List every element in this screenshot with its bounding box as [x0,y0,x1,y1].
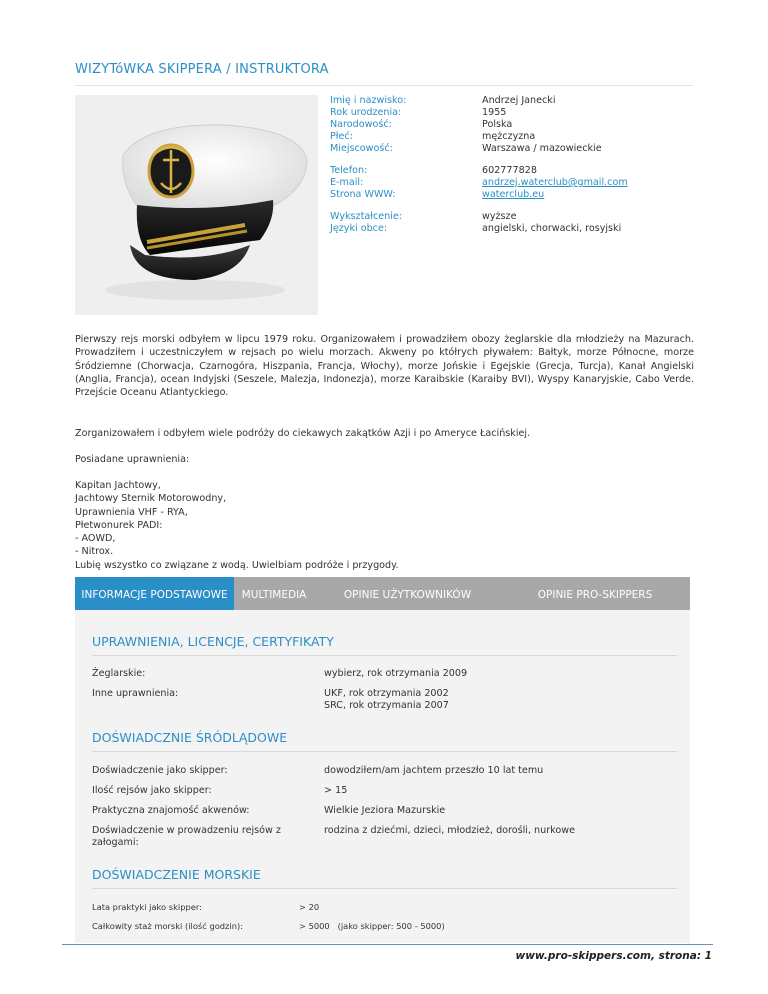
www-label: Strona WWW: [330,189,396,200]
tab-basic-info[interactable]: INFORMACJE PODSTAWOWE [75,577,234,610]
profile-photo [75,95,318,315]
city-value: Warszawa / mazowieckie [482,143,602,154]
birth-year-label: Rok urodzenia: [330,107,402,118]
gender-value: mężczyzna [482,131,536,142]
bio-paragraph: Pierwszy rejs morski odbyłem w lipcu 1979 roku. Organizowałem i prowadziłem obozy żeglarskie dla młodzieży na Mazurach. Prowadziłem i uczestniczyłem w rejsach po wielu morzach. Akweny po któłrych pływałem: Bałtyk, morze Północne, morze Śródziemne (Chorwacja, Czarnogóra, Hiszpania, Francja, Włochy), morze Jońskie i Egejskie (Grecja, Turcja), Kanał Angielski (Anglia, Francja), ocean Indyjski (Seszele, Malezja, Indonezja), morze Karaibskie (Karaiby BVI), Wyspy Kanaryjskie, Cabo Verde. Przejście Oceanu Atlantyckiego. [75,334,694,399]
license-item: - Nitrox. [75,546,114,558]
tab-pro-skippers-reviews[interactable]: OPINIE PRO-SKIPPERS [537,589,653,601]
page-footer: www.pro-skippers.com, strona: 1 [515,950,712,962]
languages-value: angielski, chorwacki, rosyjski [482,223,622,234]
name-value: Andrzej Janecki [482,95,556,106]
bio-closing: Lubię wszystko co związane z wodą. Uwielbiam podróże i przygody. [75,559,399,571]
license-item: Kapitan Jachtowy, [75,480,161,491]
tab-multimedia[interactable]: MULTIMEDIA [241,589,307,601]
license-item: - AOWD, [75,533,116,545]
bio-travel: Zorganizowałem i odbyłem wiele podróży do ciekawych zakątków Azji i po Ameryce Łacińskiej. [75,428,531,439]
bio-licenses-heading: Posiadane uprawnienia: [75,454,190,465]
footer-divider [62,944,713,945]
email-link[interactable]: andrzej.waterclub@gmail.com [482,177,628,188]
phone-value: 602777828 [482,165,537,176]
license-item: Uprawnienia VHF - RYA, [75,506,188,518]
city-label: Miejscowość: [330,143,393,154]
gender-label: Płeć: [330,131,353,142]
email-label: E-mail: [330,177,364,188]
nationality-label: Narodowość: [330,119,392,130]
section-title-sea: DOŚWIADCZENIE MORSKIE [92,867,677,889]
page-title: WIZYTóWKA SKIPPERA / INSTRUKTORA [75,62,693,86]
education-label: Wykształcenie: [330,211,403,222]
website-link[interactable]: waterclub.eu [482,189,545,200]
languages-label: Języki obce: [330,223,388,234]
education-value: wyższe [482,211,517,222]
name-label: Imię i nazwisko: [330,95,407,106]
tab-bar [75,577,690,610]
license-item: Jachtowy Sternik Motorowodny, [75,493,227,505]
phone-label: Telefon: [330,165,368,176]
tab-user-reviews[interactable]: OPINIE UŻYTKOWNIKÓW [343,589,472,601]
license-item: Płetwonurek PADI: [75,519,163,531]
birth-year-value: 1955 [482,107,507,118]
nationality-value: Polska [482,119,513,130]
captain-cap-image [75,95,318,315]
bio-licenses-list [75,479,694,572]
section-title-licenses: UPRAWNIENIA, LICENCJE, CERTYFIKATY [92,634,677,656]
section-title-inland: DOŚWIADCZNIE ŚRÓDLĄDOWE [92,730,677,752]
